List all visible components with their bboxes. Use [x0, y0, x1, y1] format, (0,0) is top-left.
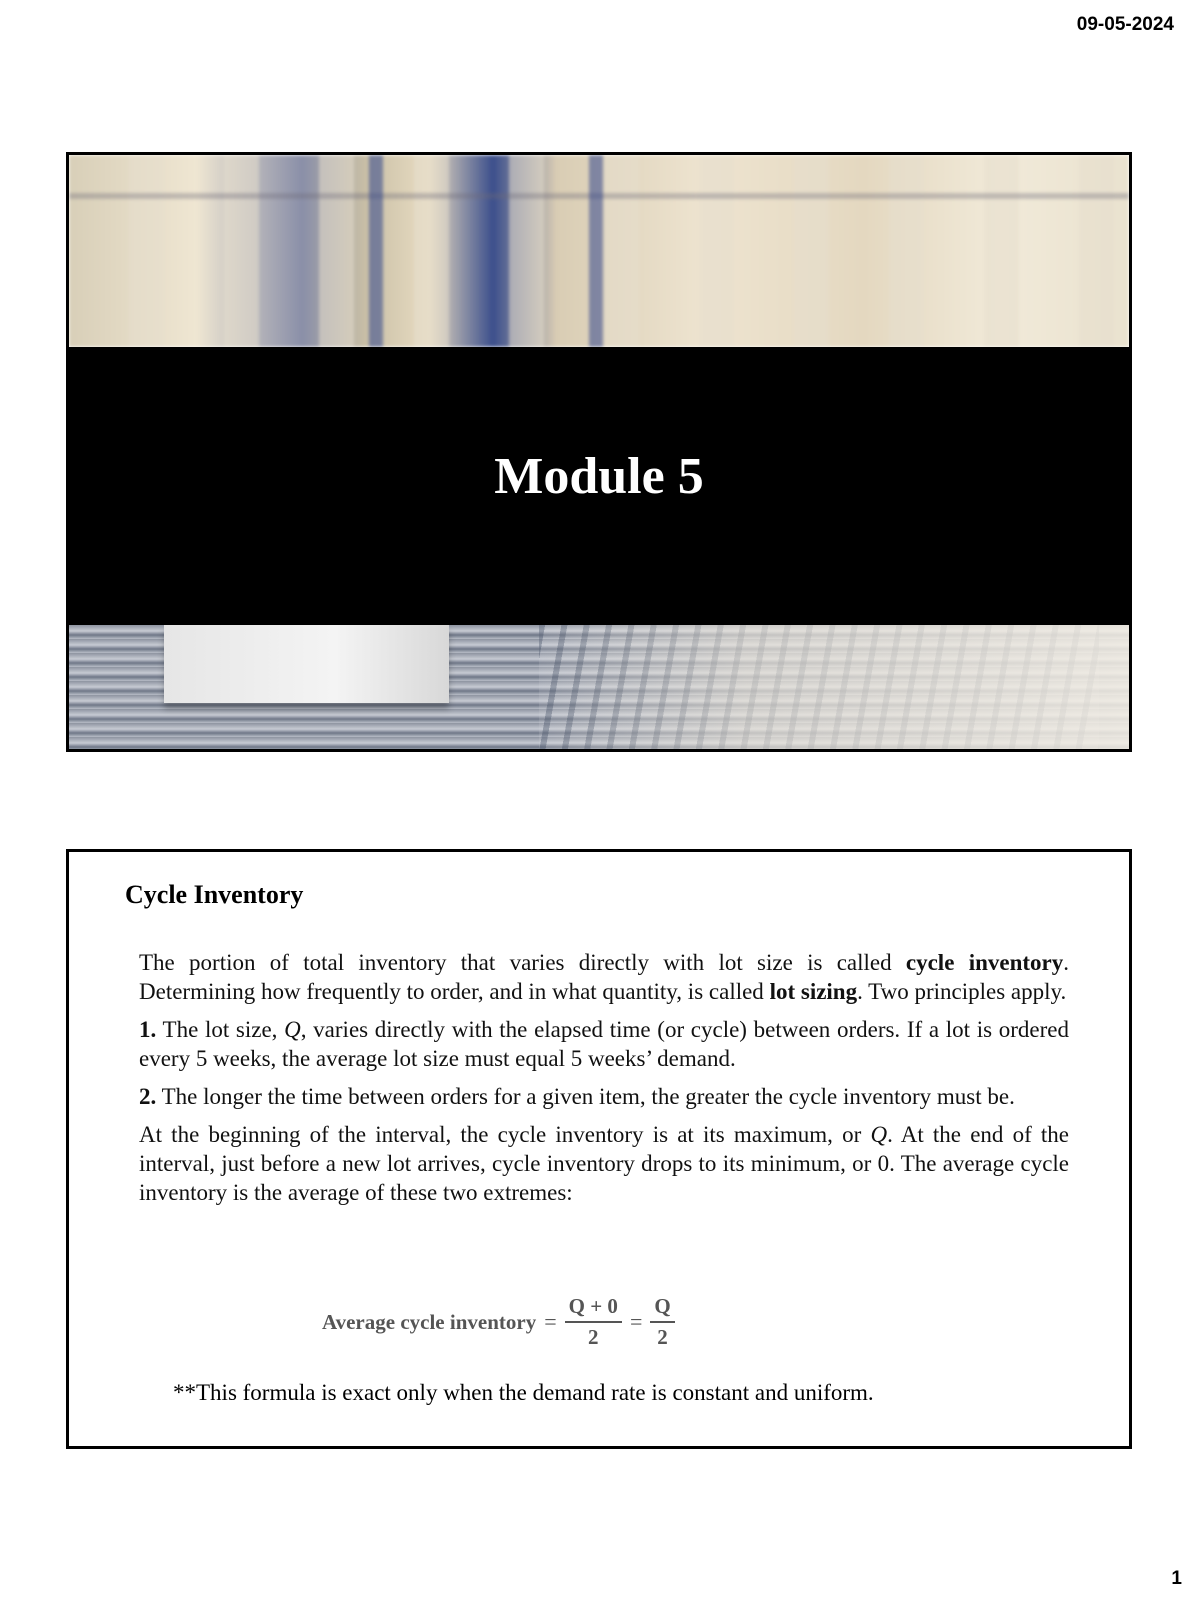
fraction-numerator: Q + 0 — [565, 1294, 622, 1323]
date-label: 09-05-2024 — [1076, 14, 1174, 35]
term-cycle-inventory: cycle inventory — [905, 950, 1064, 975]
text-run: . Two principles apply. — [857, 979, 1067, 1004]
variable-q: Q — [284, 1017, 301, 1042]
fraction-denominator: 2 — [657, 1325, 668, 1349]
equals-sign: = — [544, 1309, 557, 1334]
fraction-numerator: Q — [650, 1294, 674, 1323]
intro-paragraph — [139, 948, 1069, 1006]
text-run: The lot size, — [156, 1017, 285, 1042]
text-run: . Determining how frequently to order, and in what quantity, is called — [139, 950, 1069, 1004]
title-slide — [66, 152, 1132, 752]
text-run: The portion of total inventory that varies directly with lot size is called — [139, 950, 906, 975]
photo-pole — [589, 155, 603, 347]
title-band — [69, 347, 1129, 625]
content-slide — [66, 849, 1132, 1449]
principle-1 — [139, 1015, 1069, 1073]
slide-body — [139, 948, 1069, 1216]
text-run: , varies directly with the elapsed time (or cycle) between orders. If a lot is ordered every 5 weeks, the average lot size must equal 5 weeks’ demand. — [139, 1017, 1069, 1071]
text-run: The longer the time between orders for a given item, the greater the cycle inventory must be. — [156, 1084, 1015, 1109]
fraction-denominator: 2 — [588, 1325, 599, 1349]
text-run: At the beginning of the interval, the cycle inventory is at its maximum, or — [139, 1122, 871, 1147]
photo-box — [164, 625, 449, 703]
slide-title: Module 5 — [494, 447, 704, 505]
fraction-q-plus-0-over-2 — [565, 1294, 622, 1350]
principle-2 — [139, 1082, 1069, 1111]
text-run: . At the end of the interval, just before a new lot arrives, cycle inventory drops to its minimum, or 0. The average cycle inventory is the average of these two extremes: — [139, 1122, 1070, 1205]
term-lot-sizing: lot sizing — [769, 979, 858, 1004]
variable-q: Q — [870, 1122, 888, 1147]
conveyor-photo-bottom — [69, 625, 1129, 752]
average-paragraph — [139, 1120, 1069, 1207]
photo-haze — [539, 625, 1129, 752]
formula-label: Average cycle inventory — [322, 1309, 537, 1334]
equals-sign: = — [629, 1309, 643, 1334]
principle-number: 2. — [139, 1084, 157, 1109]
average-cycle-inventory-formula — [322, 1292, 675, 1352]
warehouse-photo-top — [69, 155, 1129, 347]
principle-number: 1. — [139, 1017, 157, 1042]
slide-heading: Cycle Inventory — [125, 880, 304, 909]
photo-pole — [369, 155, 383, 347]
formula-note: **This formula is exact only when the demand rate is constant and uniform. — [173, 1380, 874, 1405]
page-number: 1 — [1171, 1568, 1182, 1589]
fraction-q-over-2 — [650, 1294, 674, 1350]
